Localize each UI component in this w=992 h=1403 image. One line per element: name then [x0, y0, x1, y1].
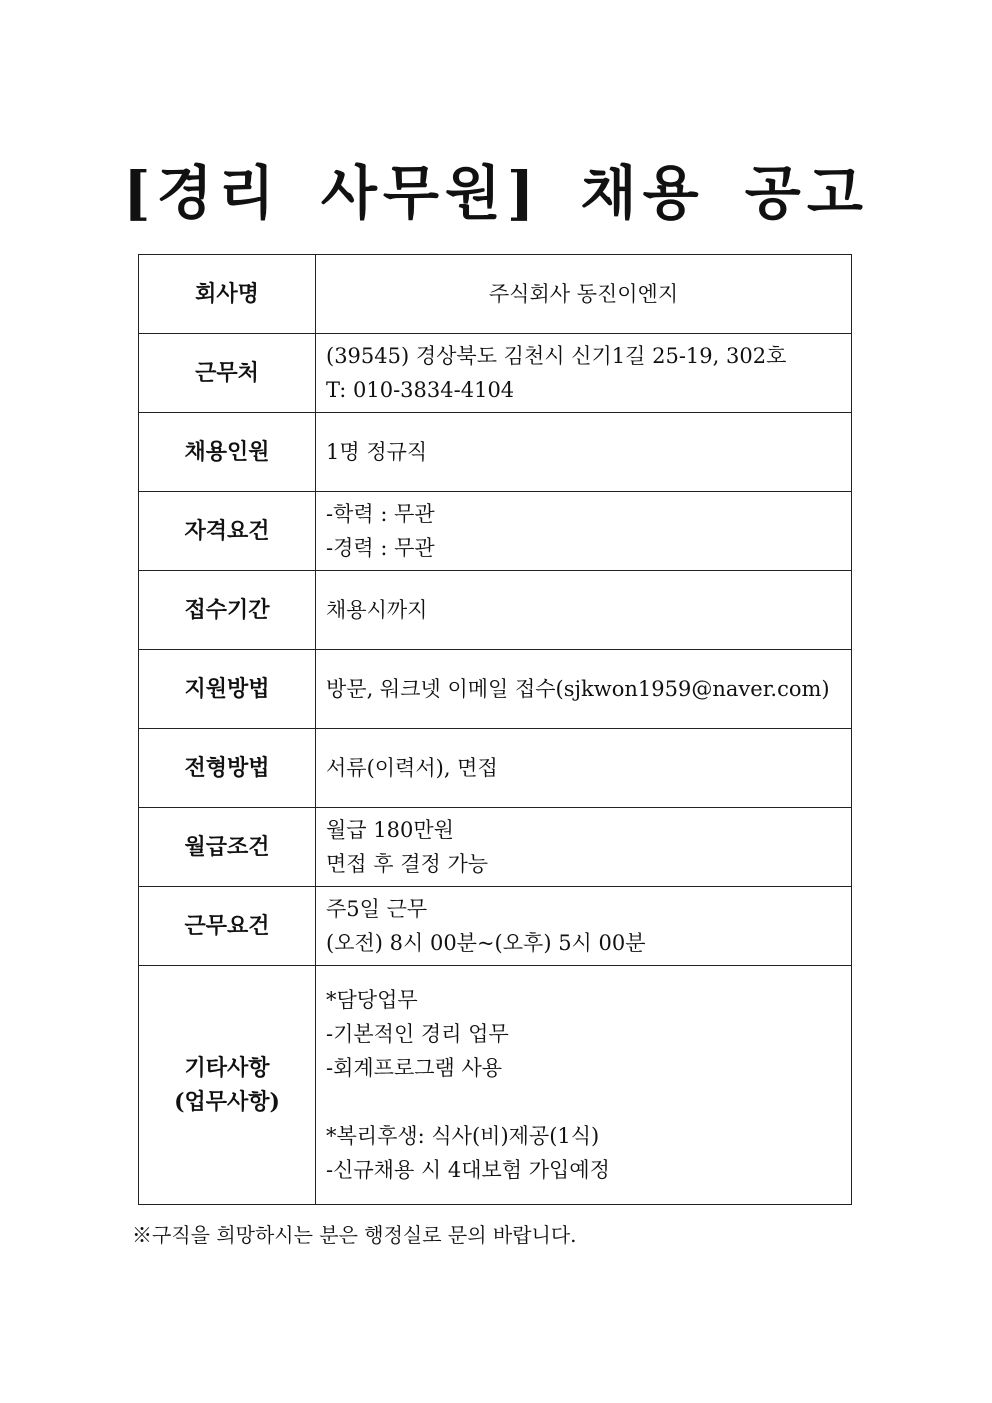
work-hours: (오전) 8시 00분~(오후) 5시 00분 [326, 931, 646, 955]
job-posting-table [138, 254, 852, 1205]
table-row-company [139, 255, 852, 334]
label-application-period: 접수기간 [139, 571, 316, 650]
benefits-heading: *복리후생: 식사(비)제공(1식) [326, 1124, 600, 1148]
footer-note: ※구직을 희망하시는 분은 행정실로 문의 바랍니다. [132, 1223, 577, 1247]
value-other [316, 966, 852, 1205]
table-row-application-period [139, 571, 852, 650]
value-headcount: 1명 정규직 [316, 413, 852, 492]
workplace-phone: T: 010-3834-4104 [326, 378, 515, 402]
table-row-qualifications [139, 492, 852, 571]
value-salary [316, 808, 852, 887]
label-workplace: 근무처 [139, 334, 316, 413]
spacer [326, 1085, 851, 1119]
duties-heading: *담당업무 [326, 988, 418, 1012]
label-selection-method: 전형방법 [139, 729, 316, 808]
salary-amount: 월급 180만원 [326, 818, 454, 842]
benefit-insurance: -신규채용 시 4대보험 가입예정 [326, 1158, 610, 1182]
table-row-application-method [139, 650, 852, 729]
label-application-method: 지원방법 [139, 650, 316, 729]
label-headcount: 채용인원 [139, 413, 316, 492]
value-application-method: 방문, 워크넷 이메일 접수(sjkwon1959@naver.com) [316, 650, 852, 729]
value-workplace [316, 334, 852, 413]
label-other [139, 966, 316, 1205]
label-qualifications: 자격요건 [139, 492, 316, 571]
page-title: [경리 사무원] 채용 공고 [123, 159, 869, 227]
duty-accounting: -기본적인 경리 업무 [326, 1022, 509, 1046]
label-salary: 월급조건 [139, 808, 316, 887]
table-row-workplace [139, 334, 852, 413]
workplace-address: (39545) 경상북도 김천시 신기1길 25-19, 302호 [326, 344, 787, 368]
salary-note: 면접 후 결정 가능 [326, 852, 489, 876]
label-work-conditions: 근무요건 [139, 887, 316, 966]
value-selection-method: 서류(이력서), 면접 [316, 729, 852, 808]
value-qualifications [316, 492, 852, 571]
value-company-name: 주식회사 동진이엔지 [316, 255, 852, 334]
duty-accounting-program: -회계프로그램 사용 [326, 1056, 503, 1080]
label-other-main: 기타사항 [184, 1055, 270, 1081]
qualification-education: -학력 : 무관 [326, 502, 435, 526]
table-row-salary [139, 808, 852, 887]
value-application-period: 채용시까지 [316, 571, 852, 650]
label-company-name: 회사명 [139, 255, 316, 334]
table-row-work-conditions [139, 887, 852, 966]
value-work-conditions [316, 887, 852, 966]
table-row-headcount [139, 413, 852, 492]
work-days: 주5일 근무 [326, 897, 428, 921]
qualification-experience: -경력 : 무관 [326, 536, 435, 560]
table-row-other [139, 966, 852, 1205]
table-row-selection-method [139, 729, 852, 808]
label-other-sub: (업무사항) [174, 1089, 280, 1115]
